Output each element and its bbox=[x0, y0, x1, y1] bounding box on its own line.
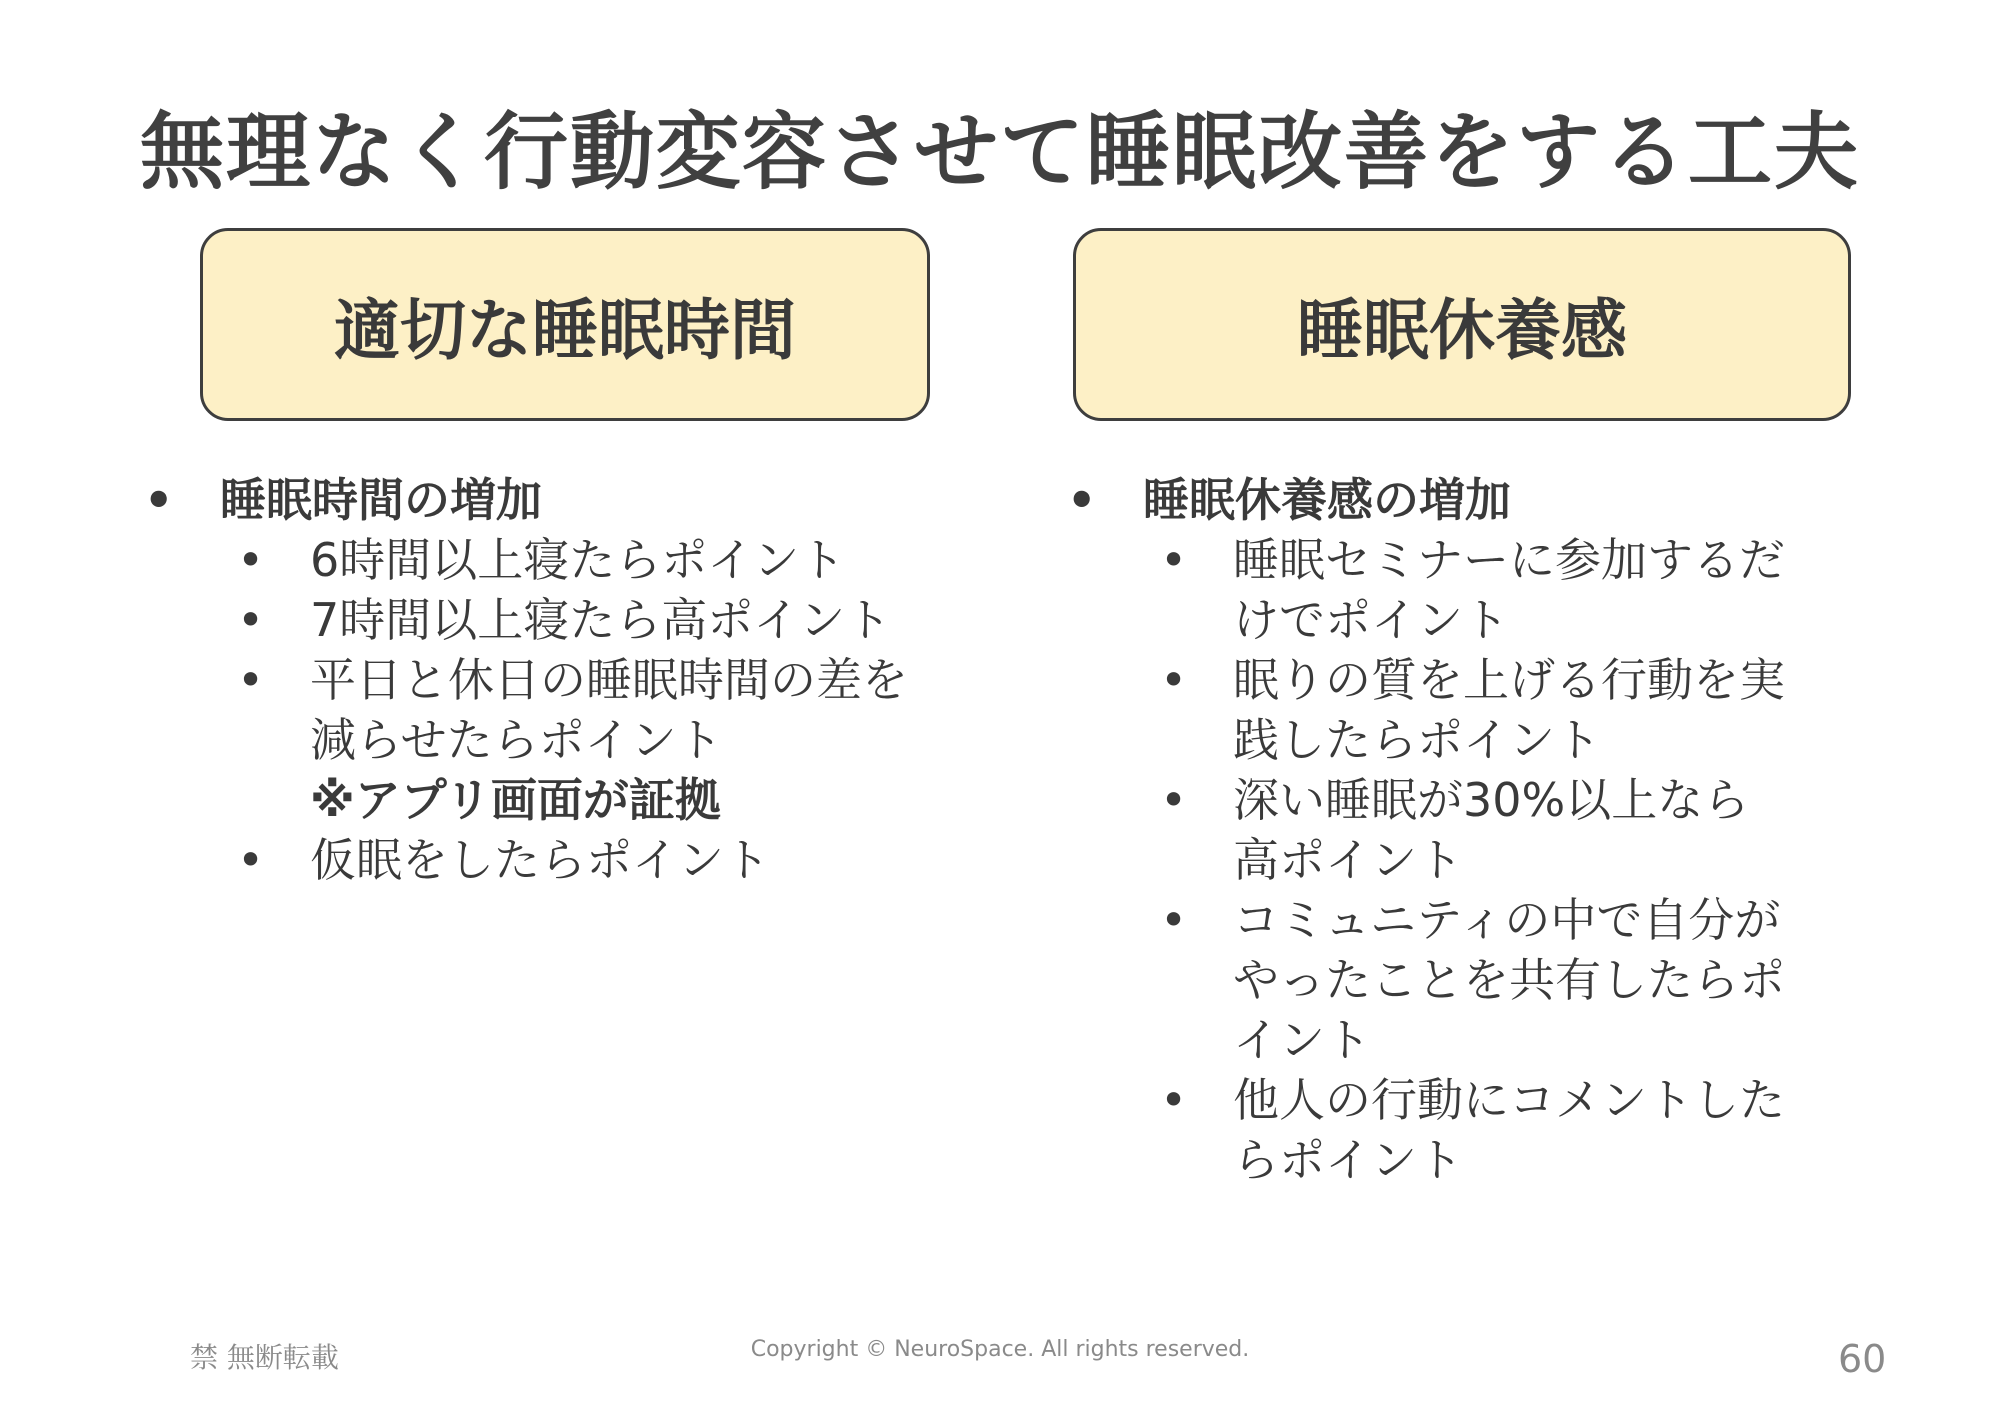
list-item bbox=[1063, 1070, 1913, 1190]
list-item-text: 眠りの質を上げる行動を実 bbox=[1233, 653, 1785, 707]
list-item-text: 7時間以上寝たら高ポイント bbox=[310, 593, 892, 647]
slide-title: 無理なく行動変容させて睡眠改善をする工夫 bbox=[139, 103, 1860, 201]
list-item bbox=[140, 650, 990, 830]
list-item-text: コミュニティの中で自分が bbox=[1233, 893, 1781, 947]
copyright-notice: Copyright © NeuroSpace. All rights reserved. bbox=[750, 1337, 1250, 1362]
category-box-sleep-restfulness bbox=[1073, 228, 1851, 421]
list-heading bbox=[1063, 470, 1913, 530]
bullet-icon: • bbox=[237, 533, 265, 587]
list-item-text: イント bbox=[1233, 1013, 1371, 1067]
list-heading bbox=[140, 470, 990, 530]
bullet-icon: • bbox=[1160, 1073, 1188, 1127]
list-item-text: 減らせたらポイント bbox=[310, 713, 723, 767]
bullet-icon: • bbox=[237, 653, 265, 707]
list-item-text: 高ポイント bbox=[1233, 833, 1463, 887]
list-item-text: らポイント bbox=[1233, 1133, 1463, 1187]
category-box-label: 適切な睡眠時間 bbox=[334, 292, 796, 369]
list-item-text: けでポイント bbox=[1233, 593, 1509, 647]
list-item-text: 6時間以上寝たらポイント bbox=[310, 533, 846, 587]
list-item-text: 深い睡眠が30%以上なら bbox=[1233, 773, 1750, 827]
right-column-list bbox=[1063, 470, 1913, 1190]
list-item-note: ※アプリ画面が証拠 bbox=[310, 773, 721, 827]
list-item bbox=[140, 530, 990, 590]
category-box-sleep-duration bbox=[200, 228, 930, 421]
list-item bbox=[140, 830, 990, 890]
list-heading-text: 睡眠時間の増加 bbox=[220, 473, 542, 527]
list-item bbox=[1063, 770, 1913, 890]
bullet-icon: • bbox=[1160, 653, 1188, 707]
bullet-icon: • bbox=[1067, 473, 1097, 527]
list-heading-text: 睡眠休養感の増加 bbox=[1143, 473, 1511, 527]
list-item-text: 平日と休日の睡眠時間の差を bbox=[310, 653, 908, 707]
list-item-text: やったことを共有したらポ bbox=[1233, 953, 1785, 1007]
list-item-text: 仮眠をしたらポイント bbox=[310, 833, 770, 887]
list-item-text: 他人の行動にコメントした bbox=[1233, 1073, 1785, 1127]
list-item bbox=[140, 590, 990, 650]
category-box-label: 睡眠休養感 bbox=[1297, 292, 1627, 369]
no-reproduction-notice: 禁 無断転載 bbox=[190, 1341, 339, 1374]
bullet-icon: • bbox=[237, 593, 265, 647]
bullet-icon: • bbox=[1160, 533, 1188, 587]
left-column-list bbox=[140, 470, 990, 890]
list-item-text: 睡眠セミナーに参加するだ bbox=[1233, 533, 1785, 587]
list-item bbox=[1063, 890, 1913, 1070]
list-item bbox=[1063, 530, 1913, 650]
list-item bbox=[1063, 650, 1913, 770]
list-item-text: 践したらポイント bbox=[1233, 713, 1601, 767]
bullet-icon: • bbox=[237, 833, 265, 887]
bullet-icon: • bbox=[1160, 773, 1188, 827]
page-number: 60 bbox=[1838, 1337, 1887, 1381]
bullet-icon: • bbox=[1160, 893, 1188, 947]
bullet-icon: • bbox=[144, 473, 174, 527]
